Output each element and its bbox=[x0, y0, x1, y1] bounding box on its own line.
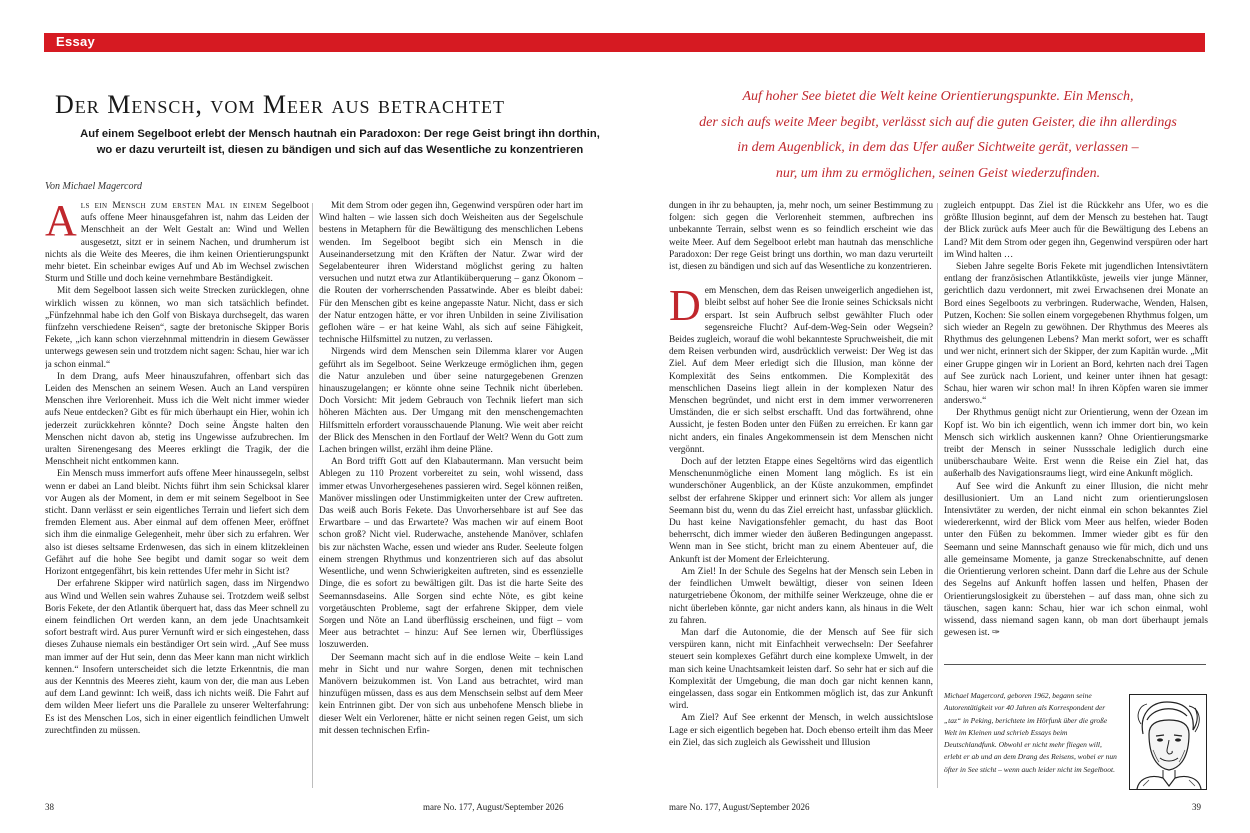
author-portrait-illustration bbox=[1129, 694, 1207, 790]
drop-cap: A bbox=[45, 200, 77, 245]
author-bio: Michael Magercord, geboren 1962, begann seine Autorentätigkeit vor 40 Jahren als Korrespondent der „taz“ in Peking, berichtete im Hörfunk über die große Welt im Kleinen und schrieb Essays beim Deutschlandfunk. Obwohl er nicht mehr fliegen will, erlebt er ab und an dem Drang des Reisens, wobei er nun öfter in See sticht – wenn auch leider nicht im Segelboot. bbox=[944, 691, 1117, 774]
text-column-3 bbox=[669, 200, 933, 790]
issue-line-right: mare No. 177, August/September 2026 bbox=[669, 802, 810, 812]
paragraph: Nirgends wird dem Menschen sein Dilemma klarer vor Augen geführt als im Segelboot. Seine Werkzeuge ermöglichen ihm, gegen die Natur anzuleben und über seine naturgegebenen Grenzen hinauszugelangen; er könnte ohne seine Technik nicht überleben. Doch Vorsicht: Mit jedem Gebrauch von Technik liefert man sich höheren Mächten aus. Der Umgang mit den menschengemachten Hilfsmitteln erfordert vorausschauende Planung. Wie weit aber reicht der Blick des Menschen in den Fortlauf der Welt? Wenn du Gott zum Lachen bringen willst, erzähl ihm deine Pläne. bbox=[319, 347, 583, 456]
article-title: Der Mensch, vom Meer aus betrachtet bbox=[55, 90, 506, 119]
paragraph-text: Segelboot aufs offene Meer hinausgefahren ist, nahm das Leiden der Menschheit an der Welt Gestalt an: Wind und Wellen ausgesetzt, sitzt er in seinem Nachen, und drumherum ist nichts als die Weite des Meeres, die ihm keinen Orientierungspunkt mehr bietet. Ein scheinbar ewiges Auf und Ab im Wechsel zwischen Sturm und Stille und doch keine vernehmbare Beständigkeit. bbox=[45, 201, 309, 285]
lead-in: ls ein Mensch zum ersten Mal in einem bbox=[80, 201, 268, 211]
column-rule bbox=[937, 203, 938, 788]
paragraph: Am Ziel? Auf See erkennt der Mensch, in welch aussichtslose Lage er sich eigentlich begeben hat. Doch ebenso erteilt ihm das Meer ein Ziel, das sich zugleich als Gewissheit und Illusion bbox=[669, 713, 933, 748]
paragraph: dungen in ihr zu behaupten, ja, mehr noch, um seiner Bestimmung zu folgen: sich gegen die Verlorenheit stemmen, aufbrechen ins unbekannte Terrain, selbst wenn es so feindlich erscheint wie das weite Meer. Auf dem Segelboot erlebt man hautnah das menschliche Paradoxon: Der rege Geist bringt uns dorthin, wo man dazu verurteilt ist, diesen zu bändigen und sich auf das Wesentliche zu konzentrieren. bbox=[669, 201, 933, 273]
article-subtitle bbox=[60, 126, 620, 158]
paragraph: Auf See wird die Ankunft zu einer Illusion, die nicht mehr desillusioniert. Um an Land nicht zum orientierungslosen Intensivtäter zu werden, der nicht einmal ein schon bekanntes Ziel wiedererkennt, wird der Blick vom Meer aus helfen, wieder Boden unter den Füßen zu bekommen. Immer wieder gibt es für den Seemann und seine Mannschaft genauso wie für mich, dich und uns alle gemeinsame Momente, ja ganze Streckenabschnitte, auf denen die Orientierung verloren scheint. Dann darf die Lehre aus der Schule des Segelns auf Ankunft hoffen lassen und helfen, Phasen der Orientierungslosigkeit zu überstehen – auf dass man, ohne sich zu täuschen, sagen kann: Schau, hier war ich schon einmal, wohl wissend, dass niemand sagen kann, ob man dort überhaupt jemals gewesen ist. ✑ bbox=[944, 481, 1208, 639]
paragraph: In dem Drang, aufs Meer hinauszufahren, offenbart sich das Leiden des Menschen an seinem Wesen. Auch an Land verspüren Menschen ihre Verlorenheit. Muss ich die Welt nicht immer wieder aufs Neue entdecken? Gibt es für mich überhaupt ein Hier, wohin ich jederzeit zurückkehren könnte? Doch seine Ängste halten den Menschen nicht davon ab, stetig ins Ungewisse aufzubrechen. Im uralten Sirenengesang des Meeres erklingt die Tragik, der die Menschheit nicht entkommen kann. bbox=[45, 371, 309, 468]
paragraph: Mit dem Strom oder gegen ihn, Gegenwind verspüren oder hart im Wind halten – wie lassen sich doch Weisheiten aus der Segelschule bestens in Metaphern für die Bewältigung des menschlichen Lebens wenden. Im Segelboot begibt sich ein Mensch in die Auseinandersetzung mit den Kräften der Natur. Zwar wird der Segelabenteurer ihren Widerstand möglichst gering zu halten versuchen und nutzt etwa zur Atlantiküberquerung – ganz Ökonom – die Routen der vorherrschenden Passatwinde. Aber es bleibt dabei: Für den Menschen gibt es keine angepasste Natur. Nicht, dass er sich der Natur entzogen hätte, er vor ihren Unbilden in seine Zivilisation geflohen wäre – er hat keine Wahl, als sich auf seine Fähigkeit, technische Hilfsmittel zu nutzen, zu verlassen. bbox=[319, 201, 583, 346]
paragraph bbox=[45, 200, 309, 285]
paragraph: Der Seemann macht sich auf in die endlose Weite – kein Land mehr in Sicht und nur wahre Sorgen, denen mit technischen Manövern beizukommen ist. Von Land aus betrachtet, wird man hinzufügen müssen, dass es aus dem Menschsein selbst auf dem Meer kein Entrinnen gibt. Der von sich aus unbehofene Mensch bliebe in dieser Welt ein Verlorener, hätte er nicht seinen regen Geist, um sich mit dessen technischen Erfin- bbox=[319, 652, 583, 736]
page-number-left: 38 bbox=[45, 802, 54, 812]
paragraph: Der erfahrene Skipper wird natürlich sagen, dass im Nirgendwo aus Wind und Wellen sein wahres Zuhause sei. Trotzdem weiß selbst Boris Fekete, der den Atlantik überquert hat, dass das Meer schnell zu einem feindlichen Ort werden kann, an dem jede Unachtsamkeit sofort bestraft wird. Aus purer Vernunft wird er sich eingestehen, dass dieses Zuhause niemals ein beständiger Ort sein wird. „Auf See muss man immer auf der Hut sein, denn das Meer kann man nicht wirklich kennen.“ Insofern unterscheidet sich die letzte Erkenntnis, die man aus der Kenntnis des Meeres zieht, kaum von der, die man aus Leben auf dem Land gewinnt: Ich weiß, dass ich nichts weiß. Die Fahrt auf dem wilden Meer liefert uns die Parallele zu unserer Welterfahrung: Es ist des Menschen Los, sich in einer eigentlich feindlichen Umwelt zurechtfinden zu müssen. bbox=[45, 579, 309, 736]
paragraph: Man darf die Autonomie, die der Mensch auf See für sich verspüren kann, nicht mit Einfachheit verwechseln: Der Seefahrer steuert sein komplexes Gefährt durch eine komplexe Umwelt, in der man sich keine Unachtsamkeit leisten darf. So sehr hat er sich auf die Komplexität der Umgebung, die man doch gar nicht kennen kann, eingelassen, dass sogar ein Entkommen möglich ist, das zur Ankunft wird. bbox=[669, 627, 933, 712]
pull-quote-line: Auf hoher See bietet die Welt keine Orientierungspunkte. Ein Mensch, bbox=[742, 89, 1134, 104]
text-column-4 bbox=[944, 200, 1208, 662]
paragraph: Der Rhythmus genügt nicht zur Orientierung, wenn der Ozean im Kopf ist. Wo bin ich eigentlich, wenn ich immer dort bin, wo kein Mensch sich wirklich auskennen kann? Ohne Orientierungsmarke treibt der Mensch in seiner Nussschale lediglich durch eine unüberschaubare Weite. Erst wenn die Reise ein Ziel hat, das außerhalb des Navigationsraums liegt, wird eine Ankunft möglich. bbox=[944, 408, 1208, 480]
text-column-2 bbox=[319, 200, 583, 790]
section-break bbox=[669, 273, 933, 285]
byline: Von Michael Magercord bbox=[45, 181, 143, 192]
paragraph: zugleich entpuppt. Das Ziel ist die Rückkehr ans Ufer, wo es die größte Illusion beginnt, auf dem der Mensch zu bestehen hat. Taugt der Blick zurück aufs Meer auch für die Bewältigung des Lebens an Land? Mit dem Strom oder gegen ihn, Gegenwind verspüren oder hart im Wind halten … bbox=[944, 201, 1208, 260]
paragraph bbox=[669, 281, 933, 456]
paragraph: Doch auf der letzten Etappe eines Segeltörns wird das eigentlich Menschenunmögliche einen Moment lang möglich. Es ist ein wunderschöner Augenblick, an der Küste anzukommen, empfindet selbst der erfahrene Skipper und erinnert sich: Vor allem als junger Seemann bist du, wenn du das Ziel erreicht hast, unfassbar glücklich. Du hast keine Navigationsfehler gemacht, du hast das Boot beherrscht, dich immer wieder den äußeren Bedingungen angepasst. Wenn man in See sticht, bricht man zu einem Abenteuer auf, die Ankunft ist der Moment der Erleichterung. bbox=[669, 457, 933, 565]
column-rule bbox=[312, 203, 313, 788]
paragraph: Mit dem Segelboot lassen sich weite Strecken zurücklegen, ohne wirklich wissen zu können, wo man sich tatsächlich befindet. „Fünfzehnmal habe ich den Golf von Biskaya durchsegelt, das waren fünfzehn verschiedene Reisen“, sagte der bretonische Skipper Boris Fekete, „ich kann schon vierzehnmal mittendrin in diesem Gewässer unterwegs gewesen sein und trotzdem nicht sagen: Schau, hier war ich ja schon einmal.“ bbox=[45, 286, 309, 370]
text-column-1 bbox=[45, 200, 309, 790]
bio-divider bbox=[944, 664, 1206, 665]
section-label: Essay bbox=[56, 34, 96, 49]
paragraph-text: em Menschen, dem das Reisen unweigerlich angediehen ist, bleibt selbst auf hoher See die Ironie seines Schicksals nicht erspart. Ist sein Aufbruch selbst gewählter Fluch oder segensreiche Flucht? Auf-dem-Weg-Sein oder Wegsein? Beides zugleich, worauf die wohl bekannteste Spruchweisheit, die mit dem Reisen verbunden wird, ausdrücklich verweist: Der Weg ist das Ziel. Auf dem Meer erledigt sich die Illusion, man könne der Komplexität des Seins entkommen. Die Komplexität des menschlichen Daseins liegt allein in der komplexen Natur des Menschen begründet, und nicht erst in dem immer verworreneren Umständen, die er sich selbst erschafft. Und das fortwährend, ohne Aussicht, je festen Boden unter den Füßen zu erreichen. Er kann gar nicht anders, ein finales Angekommensein ist dem Menschen nicht vergönnt. bbox=[669, 286, 933, 455]
issue-line-left: mare No. 177, August/September 2026 bbox=[423, 802, 564, 812]
paragraph: Am Ziel! In der Schule des Segelns hat der Mensch sein Leben in der feindlichen Umwelt bewältigt, dieser von seinen Ideen naturgetriebene Ökonom, der mithilfe seiner Werkzeuge, ohne die er nicht überleben könnte, gar nicht anders kann, als hinaus in die Welt zu fahren. bbox=[669, 566, 933, 626]
paragraph: Sieben Jahre segelte Boris Fekete mit jugendlichen Intensivtätern entlang der französischen Atlantikküste, jeweils vier junge Männer, gerichtlich dazu verdonnert, mit zwei Erwachsenen drei Monate an Bord eines Segelboots zu verbringen. Ruderwache, Wenden, Halsen, Putzen, Kochen: Sie sollen einem vorgegebenen Rhythmus folgen, um sich wieder an Regeln zu gewöhnen. Der Rhythmus des Meeres als Rhythmus des gelungenen Lebens? Man merkt sofort, wer es schafft und wer nicht, erinnert sich der Skipper, der zum Kapitän wurde. „Mit einer Gruppe gingen wir in Lorient an Bord, kehrten nach drei Tagen auf See zurück nach Lorient, und keiner unter ihnen hat gesagt: Schau, hier waren wir schon mal! In ihren Köpfen waren sie immer anderswo.“ bbox=[944, 262, 1208, 407]
pull-quote-line: nur, um ihm zu ermöglichen, seinen Geist wiederzufinden. bbox=[775, 165, 1101, 181]
pull-quote bbox=[668, 84, 1208, 186]
paragraph: Ein Mensch muss immerfort aufs offene Meer hinaussegeln, selbst wenn er dabei an Land bleibt. Nichts führt ihm sein Schicksal klarer vor Augen als der Moment, in dem er mit seinem Segelboot in See sticht. Dann verlässt er sein eigentliches Terrain und liefert sich dem fremden Element aus. Aber einmal auf dem offenen Meer, eröffnet sich ihm die einmalige Gelegenheit, mehr über sich zu erfahren. Wer also ist dieses seltsame Erdenwesen, das sich in einem klitzekleinen Gefährt auf die hohe See begibt und damit sogar so weit dem Horizont entgegenfährt, bis kein rettendes Ufer mehr in Sicht ist? bbox=[45, 469, 309, 578]
drop-cap: D bbox=[669, 281, 701, 331]
subtitle-line: wo er dazu verurteilt ist, diesen zu bändigen und sich auf das Wesentliche zu konzentrieren bbox=[96, 144, 584, 156]
page-number-right: 39 bbox=[1192, 802, 1201, 812]
paragraph: An Bord trifft Gott auf den Klabautermann. Man versucht beim Ablegen zu 110 Prozent vorbereitet zu sein, wohl wissend, dass immer etwas Unvorhergesehenes passieren wird. Segel können reißen, Manöver misslingen oder Unstimmigkeiten unter der Crew auftreten. Das weiß auch Boris Fekete. Das Unvorhersehbare ist auf See das Erwartbare – und das Erwartete? Was machen wir auf einem Boot schon groß? Nicht viel. Ruderwache, anstehende Manöver, schlafen bis zur nächsten Wache, essen und wieder ans Ruder. Seeleute folgen einem strengen Rhythmus und konzentrieren sich auf das absolut Wesentliche, und wenn Schwierigkeiten auftreten, sind es essenzielle Dinge, die es sofort zu bewältigen gilt. Das ist die harte Seite des Seemannsdaseins. Alle Sorgen sind echte Nöte, es gibt keine vorgetäuschten Probleme, sagt der erfahrene Skipper, dem viele Sorgen und Nöte an Land überflüssig erscheinen, und fügt – vom Meer aus betrachtet – hinzu: Auf See lernen wir, Überflüssiges loszuwerden. bbox=[319, 457, 583, 651]
pull-quote-line: der sich aufs weite Meer begibt, verlässt sich auf die guten Geister, die ihn allerdings bbox=[699, 114, 1177, 130]
pull-quote-line: in dem Augenblick, in dem das Ufer außer Sichtweite gerät, verlassen – bbox=[737, 140, 1139, 155]
section-header-bar bbox=[44, 33, 1205, 52]
subtitle-line: Auf einem Segelboot erlebt der Mensch hautnah ein Paradoxon: Der rege Geist bringt ihn dorthin, bbox=[80, 128, 600, 140]
